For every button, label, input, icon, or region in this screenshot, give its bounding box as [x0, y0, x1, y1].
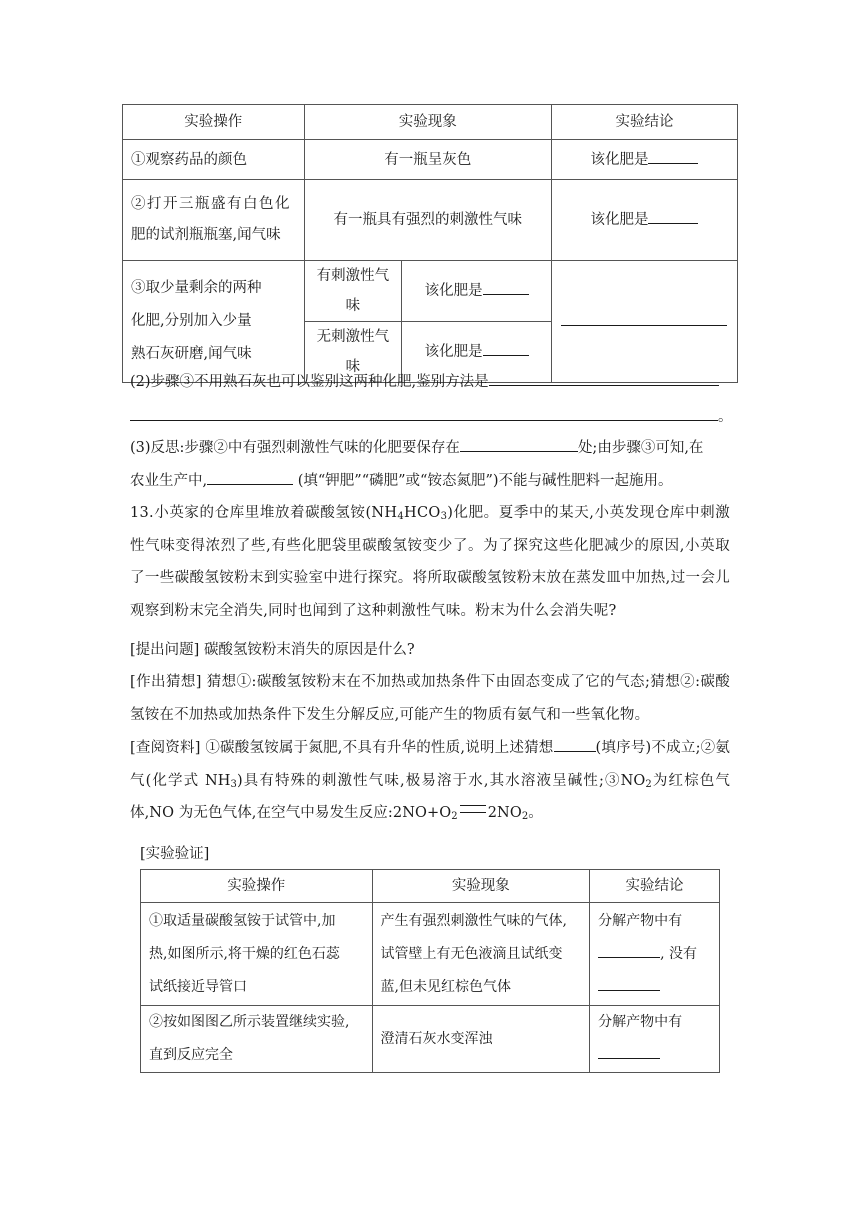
table2-row2-operation: ②按如图图乙所示装置继续实验, 直到反应完全 — [141, 1006, 373, 1073]
table1-row3b-phenomenon: 无刺激性气味 — [304, 322, 402, 383]
answer-blank[interactable] — [130, 404, 718, 421]
question-13-intro: 13.小英家的仓库里堆放着碳酸氢铵$(NH_4HCO_3)$化肥。夏季中的某天,小英发现仓库中刺激性气味变得浓烈了些,有些化肥袋里碳酸氢铵变少了。为了探究这些化肥减少的原因,小英取了一些碳酸氢铵粉末到实验室中进行探究。将所取碳酸氢铵粉末放在蒸发皿中加热,过一会儿观察到粉末完全消失,同时也闻到了这种刺激性气味。粉末为什么会消失呢? — [130, 505, 730, 619]
table1-row3-operation: ③取少量剩余的两种 化肥,分别加入少量 熟石灰研磨,闻气味 — [123, 261, 305, 383]
table1-row3b-conclusion: 该化肥是 — [402, 322, 552, 383]
table1-row1-phenomenon: 有一瓶呈灰色 — [304, 140, 551, 180]
table2-header-phenomenon: 实验现象 — [372, 870, 590, 903]
question-2: (2)步骤③不用熟石灰也可以鉴别这两种化肥,鉴别方法是 。 — [130, 366, 734, 433]
answer-blank[interactable] — [483, 278, 529, 295]
question-13-hypothesis: [作出猜想] 猜想①:碳酸氢铵粉末在不加热或加热条件下由固态变成了它的气态;猜想②:碳酸氢铵在不加热或加热条件下发生分解反应,可能产生的物质有氨气和一些氧化物。 — [130, 674, 731, 723]
table2-row1-phenomenon: 产生有强烈刺激性气味的气体, 试管壁上有无色液滴且试纸变 蓝,但未见红棕色气体 — [372, 903, 590, 1006]
table1-row2-phenomenon: 有一瓶具有强烈的刺激性气味 — [304, 180, 551, 261]
table1-row1-conclusion: 该化肥是 — [551, 140, 737, 180]
equals-sign — [460, 805, 486, 813]
table1-header-phenomenon: 实验现象 — [304, 105, 551, 140]
question-13-problem: [提出问题] 碳酸氢铵粉末消失的原因是什么? — [130, 642, 415, 658]
table1-row3-conclusion-merged — [551, 261, 737, 383]
answer-blank[interactable] — [554, 735, 596, 752]
answer-blank[interactable] — [483, 339, 529, 356]
answer-blank[interactable] — [561, 309, 727, 326]
table1-row2-conclusion: 该化肥是 — [551, 180, 737, 261]
answer-blank[interactable] — [489, 369, 719, 386]
answer-blank[interactable] — [598, 941, 660, 958]
table2-row1-operation: ①取适量碳酸氢铵于试管中,加 热,如图所示,将干燥的红色石蕊 试纸接近导管口 — [141, 903, 373, 1006]
table1-row1-operation: ①观察药品的颜色 — [123, 140, 305, 180]
table1-row3a-conclusion: 该化肥是 — [402, 261, 552, 322]
table-identify-fertilizer — [122, 104, 738, 383]
table2-row2-phenomenon: 澄清石灰水变浑浊 — [372, 1006, 590, 1073]
answer-blank[interactable] — [648, 207, 698, 224]
table2-row1-conclusion: 分解产物中有 , 没有 — [590, 903, 720, 1006]
answer-blank[interactable] — [460, 435, 578, 452]
answer-blank[interactable] — [207, 468, 293, 485]
table1-header-conclusion: 实验结论 — [551, 105, 737, 140]
answer-blank[interactable] — [598, 974, 660, 991]
table1-row3a-phenomenon: 有刺激性气味 — [304, 261, 402, 322]
answer-blank[interactable] — [598, 1042, 660, 1059]
question-13-verify-tag: [实验验证] — [140, 846, 210, 862]
answer-blank[interactable] — [648, 147, 698, 164]
table-experiment-verification — [140, 869, 720, 1073]
question-3: (3)反思:步骤②中有强烈刺激性气味的化肥要保存在 处;由步骤③可知,在 农业生产中, (填“钾肥”“磷肥”或“铵态氮肥”)不能与碱性肥料一起施用。 — [130, 432, 734, 497]
table2-header-conclusion: 实验结论 — [590, 870, 720, 903]
question-13-info: [查阅资料] ①碳酸氢铵属于氮肥,不具有升华的性质,说明上述猜想 (填序号)不成立;②氨气(化学式 $NH_3$)具有特殊的刺激性气味,极易溶于水,其水溶液呈碱性$;③NO_2$为红棕色气体,NO 为无色气体,在空气中易发生反应$:2NO+O_2$ $2NO_2$。 — [130, 732, 730, 830]
table1-header-operation: 实验操作 — [123, 105, 305, 140]
table2-row2-conclusion: 分解产物中有 — [590, 1006, 720, 1073]
table1-row2-operation: ②打开三瓶盛有白色化 肥的试剂瓶瓶塞,闻气味 — [123, 180, 305, 261]
table2-header-operation: 实验操作 — [141, 870, 373, 903]
